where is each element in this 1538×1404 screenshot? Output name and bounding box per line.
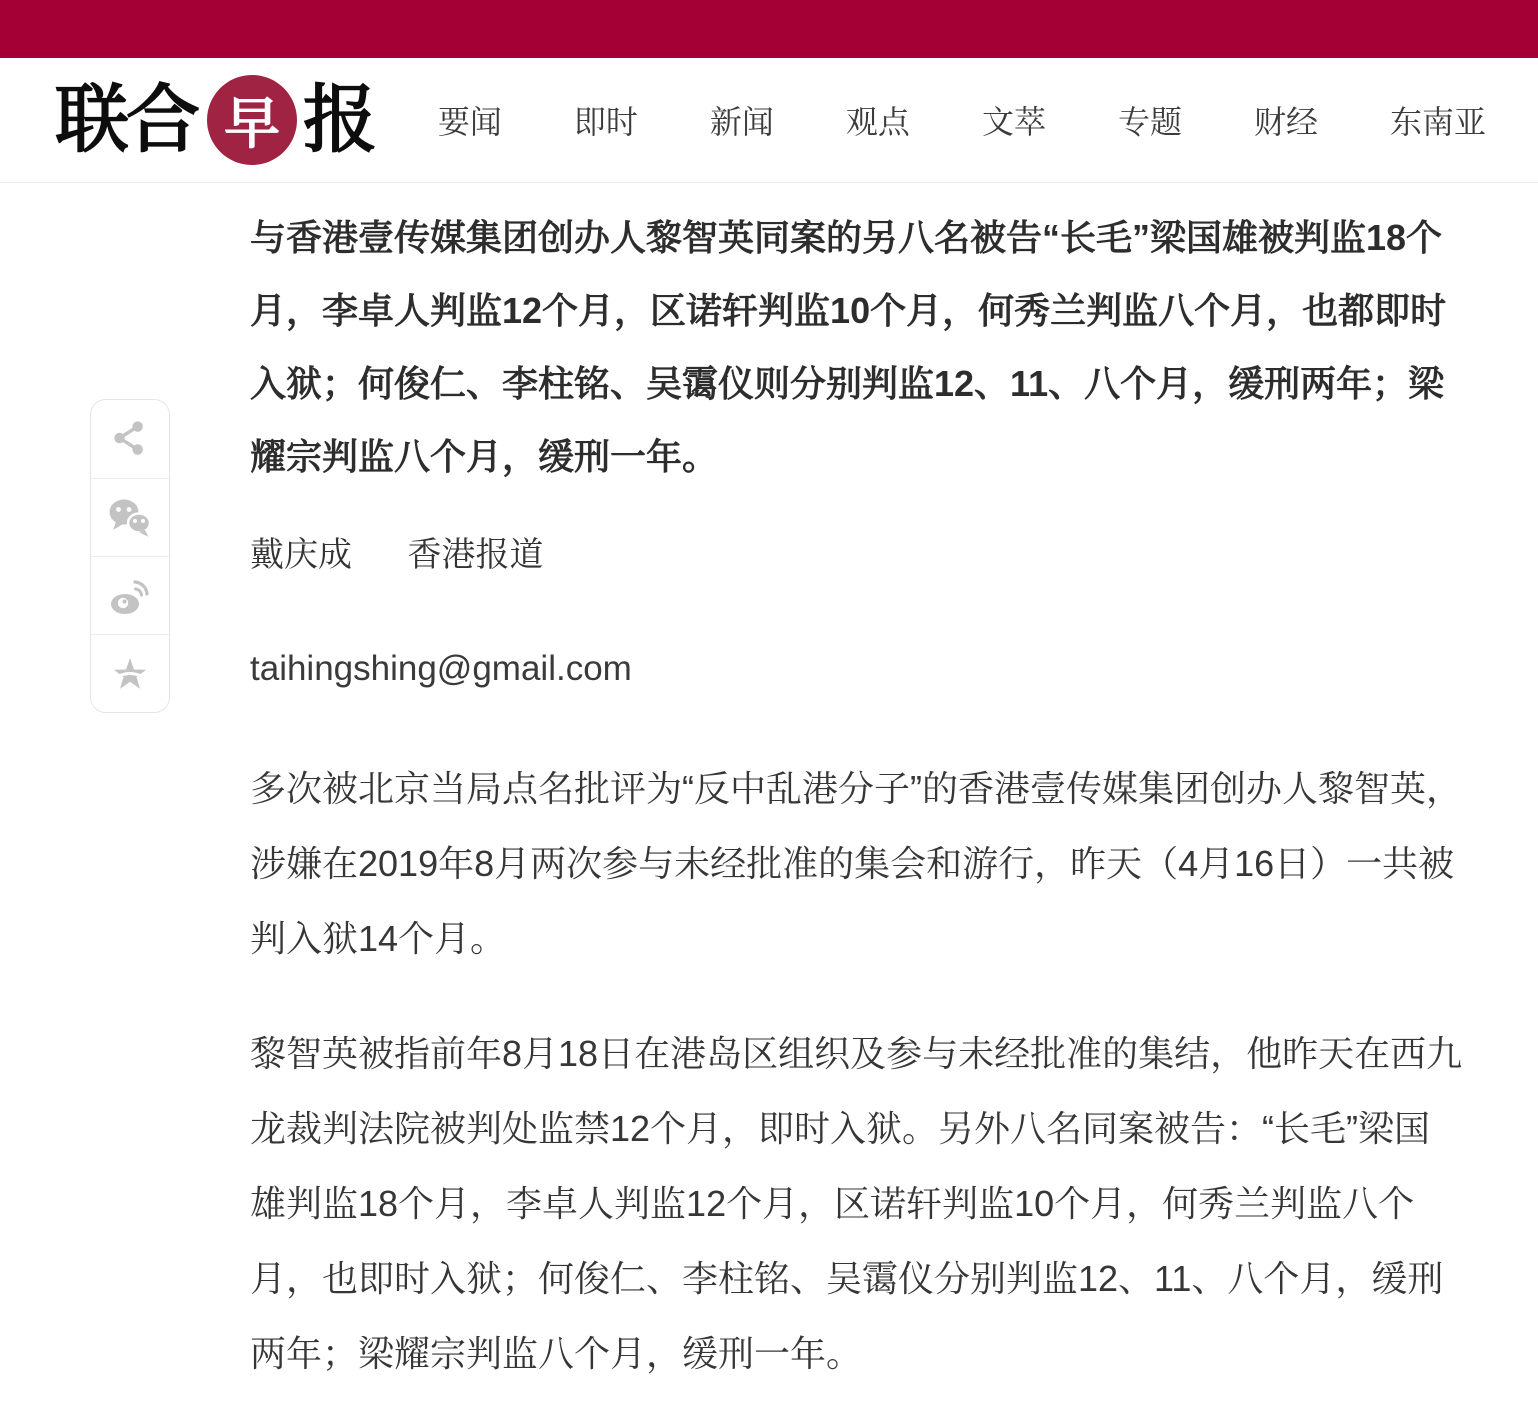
logo-text-bao: 报 bbox=[303, 77, 374, 163]
logo-circle-zao: 早 bbox=[207, 75, 297, 165]
author-email-link[interactable]: taihingshing@gmail.com bbox=[250, 649, 632, 688]
byline-author: 戴庆成 bbox=[250, 536, 352, 574]
article-paragraph: 黎智英被指前年8月18日在港岛区组织及参与未经批准的集结，他昨天在西九龙裁判法院被判处监禁12个月，即时入狱。另外八名同案被告：“长毛”梁国雄判监18个月，李卓人判监12个月，区诺轩判监10个月，何秀兰判监八个月，也即时入狱；何俊仁、李柱铭、吴霭仪分别判监12、11、八个月，缓刑两年；梁耀宗判监八个月，缓刑一年。 bbox=[250, 1033, 1463, 1374]
nav-item-wencui[interactable]: 文萃 bbox=[981, 104, 1046, 140]
site-logo[interactable] bbox=[55, 75, 374, 165]
nav-item-yaowen[interactable]: 要闻 bbox=[437, 104, 502, 140]
byline bbox=[250, 535, 1465, 575]
top-brand-bar bbox=[0, 0, 1538, 58]
nav-item-zhuanti[interactable]: 专题 bbox=[1117, 104, 1182, 140]
favorite-share-button[interactable] bbox=[91, 634, 169, 712]
logo-text-lianhe: 联合 bbox=[55, 77, 197, 163]
nav-item-dongnanya[interactable]: 东南亚 bbox=[1389, 104, 1486, 140]
article bbox=[0, 183, 1538, 1391]
share-rail bbox=[90, 399, 170, 713]
nav-item-jishi[interactable]: 即时 bbox=[573, 104, 638, 140]
nav-item-guandian[interactable]: 观点 bbox=[845, 104, 910, 140]
article-lede: 与香港壹传媒集团创办人黎智英同案的另八名被告“长毛”梁国雄被判监18个月，李卓人判监12个月，区诺轩判监10个月，何秀兰判监八个月，也都即时入狱；何俊仁、李柱铭、吴霭仪则分别判监12、11、八个月，缓刑两年；梁耀宗判监八个月，缓刑一年。 bbox=[250, 217, 1447, 477]
nav-item-xinwen[interactable]: 新闻 bbox=[709, 104, 774, 140]
wechat-icon bbox=[107, 497, 153, 539]
site-header bbox=[0, 58, 1538, 183]
main-content-area bbox=[0, 183, 1538, 1391]
byline-location: 香港报道 bbox=[407, 536, 544, 574]
share-button[interactable] bbox=[91, 400, 169, 478]
nav-item-caijing[interactable]: 财经 bbox=[1253, 104, 1318, 140]
share-icon bbox=[109, 418, 151, 460]
weibo-icon bbox=[107, 574, 153, 618]
main-nav bbox=[438, 97, 1486, 143]
wechat-share-button[interactable] bbox=[91, 478, 169, 556]
qzone-star-icon bbox=[108, 652, 152, 696]
article-paragraph: 多次被北京当局点名批评为“反中乱港分子”的香港壹传媒集团创办人黎智英，涉嫌在2019年8月两次参与未经批准的集会和游行，昨天（4月16日）一共被判入狱14个月。 bbox=[250, 768, 1462, 959]
weibo-share-button[interactable] bbox=[91, 556, 169, 634]
